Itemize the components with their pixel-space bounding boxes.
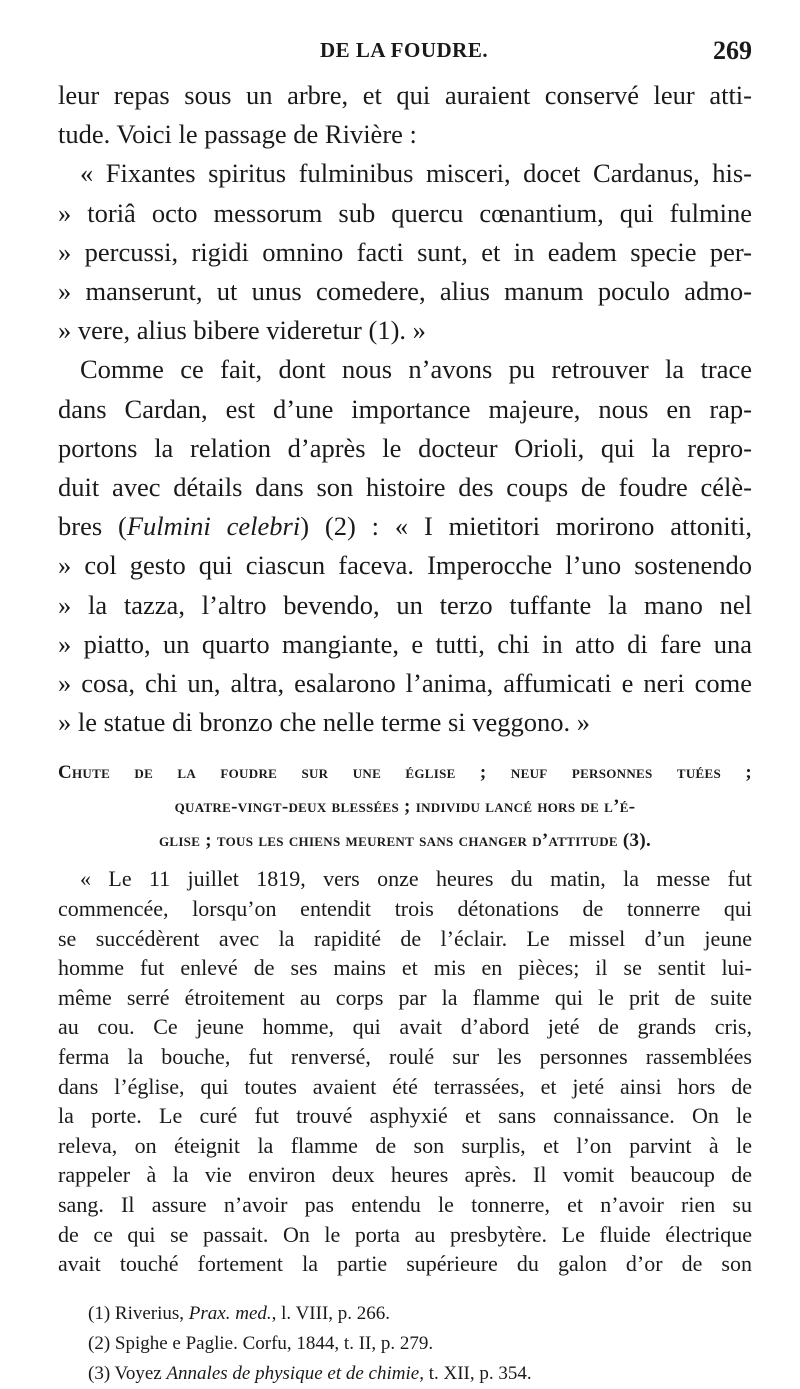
text-line: Comme ce fait, dont nous n’avons pu retrouver la trace (80, 354, 752, 385)
main-text (58, 76, 752, 742)
quote-line: » la tazza, l’altro bevendo, un terzo tuffante la mano nel (58, 589, 752, 620)
footnote-text: (2) Spighe e Paglie. Corfu, 1844, t. II, p. 279. (88, 1332, 434, 1354)
quote-line: » piatto, un quarto mangiante, e tutti, chi in atto di fare una (58, 628, 752, 659)
footnote-2 (88, 1329, 752, 1359)
footnote-italic: Annales de physique et de chimie (166, 1362, 420, 1384)
text-line: dans l’église, qui toutes avaient été terrassées, et jeté ainsi hors de (58, 1073, 752, 1099)
text-line: portons la relation d’après le docteur Orioli, qui la repro- (58, 432, 752, 463)
text-line: rappeler à la vie environ deux heures après. Il vomit beaucoup de (58, 1162, 752, 1188)
text-line: leur repas sous un arbre, et qui auraient conservé leur atti- (58, 80, 752, 110)
quote-line: » col gesto qui ciascun faceva. Imperocche l’uno sostenendo (58, 550, 752, 581)
text-line: de ce qui se passait. On le porta au presbytère. Le fluide électrique (58, 1221, 752, 1247)
text-line: « Le 11 juillet 1819, vers onze heures du matin, la messe fut (80, 866, 752, 892)
heading-line: Chute de la foudre sur une église ; neuf personnes tuées ; (58, 762, 752, 784)
quote-line: » toriâ octo messorum sub quercu cœnantium, qui fulmine (58, 197, 752, 228)
text-line: ferma la bouche, fut renversé, roulé sur les personnes rassemblées (58, 1044, 752, 1070)
text-line: commencée, lorsqu’on entendit trois détonations de tonnerre qui (58, 896, 752, 922)
text-line-mixed (58, 507, 752, 546)
page-number: 269 (713, 36, 752, 65)
footnotes (58, 1299, 752, 1389)
running-head: DE LA FOUDRE. (320, 38, 489, 62)
footnote-3 (88, 1359, 752, 1389)
section-heading (58, 756, 752, 858)
text-line: même serré étroitement au corps par la flamme qui le prit de suite (58, 984, 752, 1010)
text-line: la porte. Le curé fut trouvé asphyxié et sans connaissance. On le (58, 1103, 752, 1129)
text-line: dans Cardan, est d’une importance majeure, nous en rap- (58, 393, 752, 424)
text-fragment: bres ( (58, 511, 127, 542)
heading-line: glise ; tous les chiens meurent sans changer d’attitude (3). (158, 830, 652, 852)
footnote-text: (3) Voyez (88, 1362, 167, 1384)
text-fragment: ) (2) : « I mietitori morirono attoniti, (300, 511, 752, 542)
text-line: au cou. Ce jeune homme, qui avait d’abord jeté de grands cris, (58, 1014, 752, 1040)
text-line: homme fut enlevé de ses mains et mis en pièces; il se sentit lui- (58, 955, 752, 981)
footnote-1 (88, 1299, 752, 1329)
footnote-text: , t. XII, p. 354. (419, 1362, 532, 1384)
page-header (58, 38, 752, 76)
quote-line: » vere, alius bibere videretur (1). » (58, 315, 426, 346)
quote-line: » le statue di bronzo che nelle terme si veggono. » (58, 707, 591, 738)
footnote-text: (1) Riverius, (88, 1302, 189, 1324)
text-line: sang. Il assure n’avoir pas entendu le tonnerre, et n’avoir rien su (58, 1191, 752, 1217)
footnote-text: , l. VIII, p. 266. (271, 1302, 391, 1324)
text-line: se succédèrent avec la rapidité de l’éclair. Le missel d’un jeune (58, 925, 752, 951)
quote-line: » cosa, chi un, altra, esalarono l’anima, affumicati e neri come (58, 668, 752, 699)
footnote-italic: Prax. med. (188, 1302, 272, 1324)
heading-line: quatre-vingt-deux blessées ; individu lancé hors de l’é- (174, 796, 636, 818)
quote-line: « Fixantes spiritus fulminibus misceri, docet Cardanus, his- (80, 158, 752, 189)
italic-title: Fulmini celebri (126, 511, 301, 542)
text-line: duit avec détails dans son histoire des coups de foudre célè- (58, 472, 752, 503)
text-line: tude. Voici le passage de Rivière : (58, 119, 417, 150)
text-line: avait touché fortement la partie supérieure du galon d’or de son (58, 1251, 752, 1277)
text-line: releva, on éteignit la flamme de son surplis, et l’on parvint à le (58, 1132, 752, 1158)
account-text (58, 864, 752, 1278)
quote-line: » percussi, rigidi omnino facti sunt, et in eadem specie per- (58, 236, 752, 267)
quote-line: » manserunt, ut unus comedere, alius manum poculo admo- (58, 276, 752, 307)
